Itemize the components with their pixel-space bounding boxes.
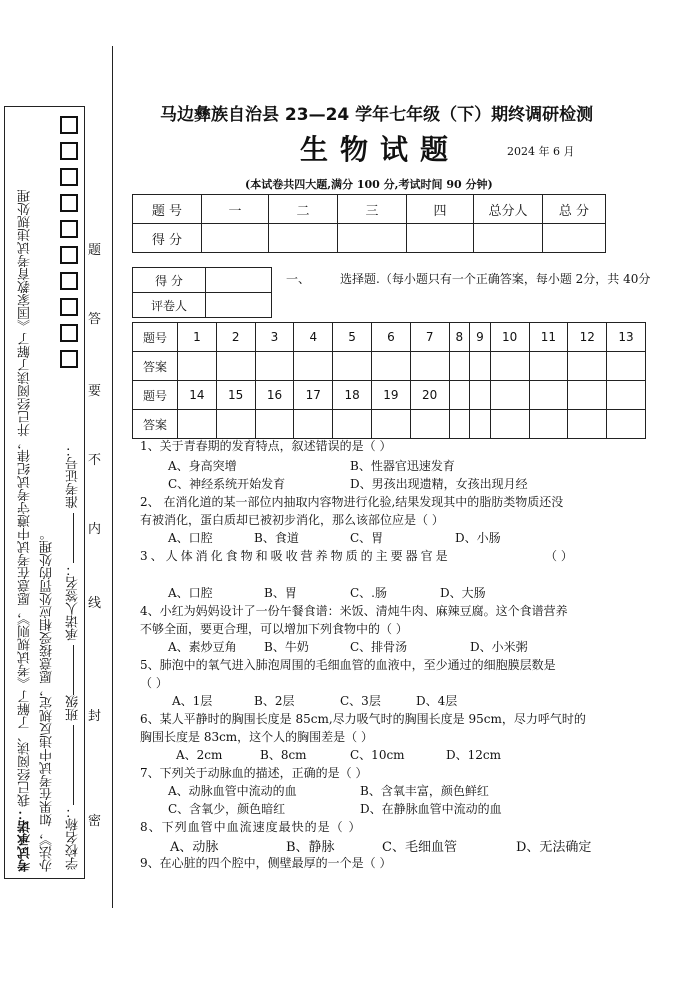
section-instructions: 选择题.（每小题只有一个正确答案，每小题 2分，共 40分 (340, 272, 651, 286)
exam-number-label: 准考证号： (66, 443, 81, 509)
score-cell[interactable] (474, 224, 543, 253)
option: B、胃 (264, 586, 297, 600)
question-number-cell: 2 (216, 323, 255, 352)
answer-cell[interactable] (470, 352, 491, 381)
answer-cell[interactable] (178, 352, 217, 381)
answer-cell[interactable] (255, 352, 294, 381)
binding-top-border (4, 106, 85, 107)
question-3-paren: （ ） (545, 549, 573, 563)
question-number-cell: 5 (333, 323, 372, 352)
question-number-cell: 9 (470, 323, 491, 352)
row-label: 题号 (133, 323, 178, 352)
option: B、含氧丰富，颜色鲜红 (360, 784, 489, 798)
grader-table (132, 267, 272, 318)
exam-number-boxes (60, 116, 78, 376)
pledge-line-2 (38, 112, 57, 872)
question-number-cell: 12 (568, 323, 607, 352)
answer-cell[interactable] (529, 410, 568, 439)
pledge-body-2: 办法》，如果在考试中违反规定，愿意接受相应处罚的处理。 (40, 527, 55, 872)
answer-cell[interactable] (490, 410, 529, 439)
score-cell[interactable] (338, 224, 407, 253)
answer-cell[interactable] (371, 352, 410, 381)
question-number-cell (607, 381, 646, 410)
score-header-cell: 一 (202, 195, 269, 224)
binding-bottom-border (4, 878, 85, 879)
answer-cell[interactable] (216, 352, 255, 381)
digit-box[interactable] (60, 194, 78, 212)
question-3-stem: 3、人体消化食物和吸收营养物质的主要器官是 (140, 549, 451, 563)
option: B、性器官迅速发育 (350, 459, 455, 473)
question-number-cell: 18 (333, 381, 372, 410)
answer-cell[interactable] (410, 410, 449, 439)
option: D、4层 (416, 694, 458, 708)
answer-cell[interactable] (410, 352, 449, 381)
answer-cell[interactable] (449, 410, 470, 439)
option: A、1层 (172, 694, 213, 708)
option: C、神经系统开始发育 (168, 477, 286, 491)
question-number-cell: 4 (294, 323, 333, 352)
answer-cell[interactable] (333, 352, 372, 381)
option: B、2层 (254, 694, 295, 708)
seal-char: 要 (88, 384, 102, 399)
question-5-stem: 5、肺泡中的氧气进入肺泡周围的毛细血管的血液中，至少通过的细胞膜层数是 (140, 658, 556, 672)
option: D、在静脉血管中流动的血 (360, 802, 502, 816)
option: A、动脉 (170, 840, 219, 855)
subject-title: 生物试题 (300, 133, 461, 166)
question-5-stem-cont: （ ） (140, 676, 168, 690)
question-number-cell: 10 (490, 323, 529, 352)
answer-row (133, 352, 646, 381)
grader-label: 评卷人 (133, 293, 206, 318)
answer-cell[interactable] (568, 410, 607, 439)
signer-field[interactable] (74, 513, 75, 563)
question-2-stem-cont: 有被消化，蛋白质却已被初步消化，那么该部位应是（ ） (140, 513, 444, 527)
answer-cell[interactable] (529, 352, 568, 381)
grader-score-cell[interactable] (206, 268, 272, 293)
question-number-cell: 3 (255, 323, 294, 352)
seal-char: 答 (88, 312, 102, 327)
answer-cell[interactable] (568, 352, 607, 381)
seal-char: 封 (88, 709, 102, 724)
class-label: 班级 (66, 694, 81, 721)
section-number: 一、 (286, 272, 311, 286)
exam-title: 马边彝族自治县 23—24 学年七年级（下）期终调研检测 (160, 105, 594, 125)
question-4-stem: 4、小红为妈妈设计了一份午餐食谱：米饭、清炖牛肉、麻辣豆腐。这个食谱营养 (140, 604, 568, 618)
score-row-label: 得 分 (133, 224, 202, 253)
row-label: 答案 (133, 352, 178, 381)
option: D、小肠 (455, 531, 501, 545)
answer-cell[interactable] (255, 410, 294, 439)
section-1-heading (286, 265, 656, 293)
option: C、胃 (350, 531, 384, 545)
score-header-cell: 总 分 (543, 195, 606, 224)
option: A、动脉血管中流动的血 (168, 784, 297, 798)
digit-box[interactable] (60, 298, 78, 316)
digit-box[interactable] (60, 168, 78, 186)
seal-char: 线 (88, 596, 102, 611)
question-number-cell: 17 (294, 381, 333, 410)
option: D、大肠 (440, 586, 486, 600)
option: A、素炒豆角 (168, 640, 237, 654)
digit-box[interactable] (60, 246, 78, 264)
answer-cell[interactable] (178, 410, 217, 439)
exam-note: (本试卷共四大题,满分 100 分,考试时间 90 分钟) (245, 178, 493, 191)
option: B、牛奶 (264, 640, 309, 654)
question-number-cell (490, 381, 529, 410)
option: A、口腔 (168, 531, 213, 545)
answer-cell[interactable] (490, 352, 529, 381)
question-number-cell: 14 (178, 381, 217, 410)
grader-row (133, 268, 272, 293)
question-number-cell: 20 (410, 381, 449, 410)
question-number-cell: 19 (371, 381, 410, 410)
score-cell[interactable] (269, 224, 338, 253)
question-4-stem-cont: 不够全面，要更合理，可以增加下列食物中的（ ） (140, 622, 408, 636)
score-cell[interactable] (202, 224, 269, 253)
score-table (132, 194, 606, 253)
question-number-cell (568, 381, 607, 410)
school-field[interactable] (74, 725, 75, 805)
option: B、食道 (254, 531, 299, 545)
answer-cell[interactable] (470, 410, 491, 439)
answer-cell[interactable] (294, 352, 333, 381)
question-number-cell: 7 (410, 323, 449, 352)
score-cell[interactable] (543, 224, 606, 253)
question-1-stem: 1、关于青春期的发育特点，叙述错误的是（ ） (140, 439, 392, 453)
school-label: 学校名称： (66, 805, 81, 870)
option: A、口腔 (168, 586, 213, 600)
pledge-label: 考试承诺： (18, 807, 33, 872)
option: C、含氧少，颜色暗红 (168, 802, 286, 816)
score-header-cell: 总分人 (474, 195, 543, 224)
answer-cell[interactable] (607, 410, 646, 439)
score-value-row (133, 224, 606, 253)
option: A、2cm (176, 748, 223, 762)
answer-cell[interactable] (294, 410, 333, 439)
grader-score-label: 得 分 (133, 268, 206, 293)
option: C、3层 (340, 694, 381, 708)
pledge-line-1 (16, 112, 35, 872)
question-number-cell: 11 (529, 323, 568, 352)
pledge-body-1: 我已经阅读、了解了《考试规则》，愿意在考试中遵守考试纪律，并已经阅读了解了《国家教育考试违规处理 (18, 189, 33, 807)
option: C、排骨汤 (350, 640, 408, 654)
option: B、8cm (260, 748, 307, 762)
binding-outer-border-left (4, 106, 5, 878)
answer-number-row (133, 323, 646, 352)
question-number-cell: 13 (607, 323, 646, 352)
answer-number-row (133, 381, 646, 410)
score-header-row (133, 195, 606, 224)
class-field[interactable] (74, 645, 75, 695)
seal-line (112, 46, 113, 908)
digit-box[interactable] (60, 272, 78, 290)
question-2-stem: 2、 在消化道的某一部位内抽取内容物进行化验,结果发现其中的脂肪类物质还没 (140, 495, 564, 509)
option: D、小米粥 (470, 640, 528, 654)
question-number-cell: 15 (216, 381, 255, 410)
row-label: 题号 (133, 381, 178, 410)
score-header-cell: 四 (407, 195, 474, 224)
student-info-line (64, 360, 83, 870)
digit-box[interactable] (60, 350, 78, 368)
answer-grid (132, 322, 646, 439)
row-label: 答案 (133, 410, 178, 439)
grader-cell[interactable] (206, 293, 272, 318)
question-6-stem: 6、某人平静时的胸围长度是 85cm,尽力吸气时的胸围长度是 95cm，尽力呼气时的 (140, 712, 586, 726)
score-header-cell: 二 (269, 195, 338, 224)
score-header-cell: 三 (338, 195, 407, 224)
option: C、.肠 (350, 586, 387, 600)
answer-cell[interactable] (216, 410, 255, 439)
question-7-stem: 7、下列关于动脉血的描述，正确的是（ ） (140, 766, 368, 780)
answer-row (133, 410, 646, 439)
seal-char: 内 (88, 522, 102, 537)
seal-char: 题 (88, 243, 102, 258)
digit-box[interactable] (60, 220, 78, 238)
question-6-stem-cont: 胸围长度是 83cm，这个人的胸围差是（ ） (140, 730, 373, 744)
question-number-cell (449, 381, 470, 410)
question-number-cell: 8 (449, 323, 470, 352)
score-header-cell: 题 号 (133, 195, 202, 224)
digit-box[interactable] (60, 324, 78, 342)
exam-date: 2024 年 6 月 (507, 145, 575, 158)
answer-cell[interactable] (333, 410, 372, 439)
answer-cell[interactable] (371, 410, 410, 439)
answer-cell[interactable] (607, 352, 646, 381)
option: D、无法确定 (516, 840, 592, 855)
answer-cell[interactable] (449, 352, 470, 381)
question-number-cell: 6 (371, 323, 410, 352)
digit-box[interactable] (60, 116, 78, 134)
question-number-cell (470, 381, 491, 410)
question-number-cell: 16 (255, 381, 294, 410)
score-cell[interactable] (407, 224, 474, 253)
question-number-cell (529, 381, 568, 410)
question-9-stem: 9、在心脏的四个腔中，侧壁最厚的一个是（ ） (140, 856, 392, 870)
seal-char: 密 (88, 814, 102, 829)
seal-char: 不 (88, 453, 102, 468)
binding-outer-border-right (84, 106, 85, 878)
signer-label: 承诺人签名： (66, 562, 81, 641)
question-number-cell: 1 (178, 323, 217, 352)
option: D、12cm (446, 748, 501, 762)
grader-row (133, 293, 272, 318)
question-8-stem: 8、下列血管中血流速度最快的是（ ） (140, 820, 362, 834)
option: A、身高突增 (168, 459, 237, 473)
option: D、男孩出现遗精，女孩出现月经 (350, 477, 528, 491)
option: B、静脉 (286, 840, 335, 855)
digit-box[interactable] (60, 142, 78, 160)
option: C、10cm (350, 748, 405, 762)
option: C、毛细血管 (382, 840, 457, 855)
